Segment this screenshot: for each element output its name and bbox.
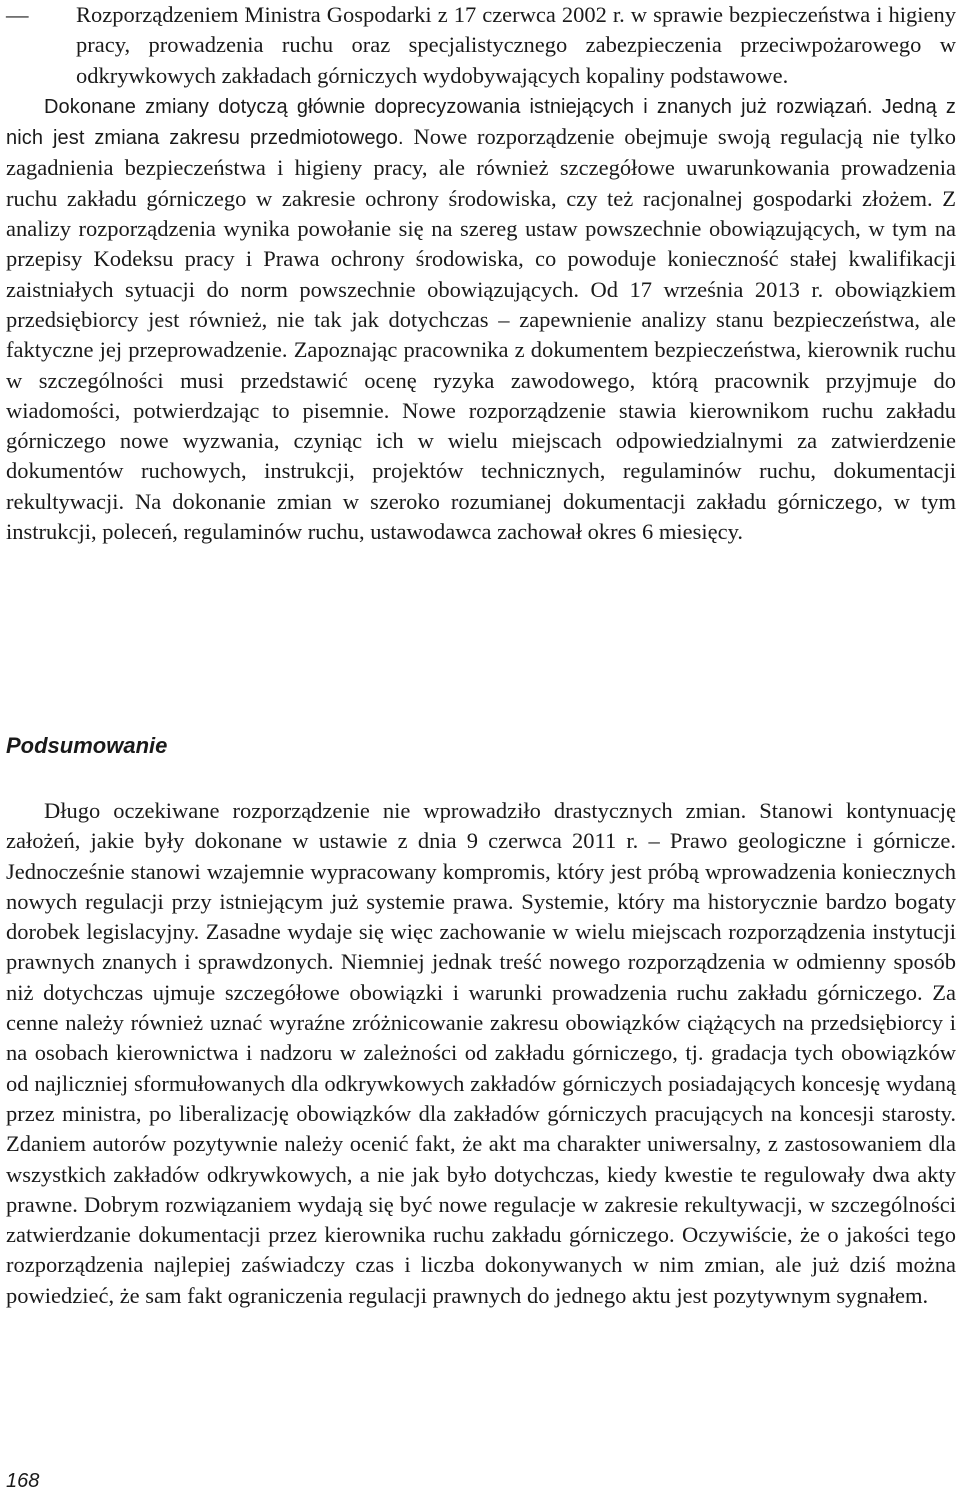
- body-paragraph-rest: Nowe rozporządzenie obejmuje swoją regulacją nie tylko zagadnienia bezpieczeństwa i higieny pracy, ale również szczegółowe uwarunkowania prowadzenia ruchu zakładu górniczego w zakresie ochrony środowiska, czy też racjonalnej gospodarki złożem. Z analizy rozporządzenia wynika powołanie się na szereg ustaw powszechnie obowiązujących, w tym na przepisy Kodeksu pracy i Prawa ochrony środowiska, co powoduje konieczność stałej kwalifikacji zaistniałych sytuacji do norm powszechnie obowiązujących. Od 17 września 2013 r. obowiązkiem przedsiębiorcy jest również, nie tak jak dotychczas – zapewnienie analizy stanu bezpieczeństwa, ale faktyczne jej przeprowadzenie. Zapoznając pracownika z dokumentem bezpieczeństwa, kierownik ruchu w szczególności musi przedstawić ocenę ryzyka zawodowego, którą pracownik przyjmuje do wiadomości, potwierdzając to pisemnie. Nowe rozporządzenie stawia kierownikom ruchu zakładu górniczego nowe wyzwania, czyniąc ich w wielu miejscach odpowiedzialnymi za zatwierdzenie dokumentów ruchowych, instrukcji, projektów technicznych, regulaminów ruchu, dokumentacji rekultywacji. Na dokonanie zmian w szeroko rozumianej dokumentacji zakładu górniczego, w tym instrukcji, poleceń, regulaminów ruchu, ustawodawca zachował okres 6 miesięcy.: [6, 124, 956, 545]
- body-paragraph: [6, 91, 956, 547]
- page-content: [6, 0, 956, 547]
- body-paragraph-lead: Dokonane zmiany dotyczą głównie doprecyzowania istniejących i znanych już rozwiązań. Jedną z nich jest zmiana zakresu przedmiotowego.: [6, 95, 956, 150]
- summary-section: [6, 796, 956, 1311]
- list-dash: —: [6, 2, 29, 27]
- list-item-text: Rozporządzeniem Ministra Gospodarki z 17 czerwca 2002 r. w sprawie bezpieczeństwa i higieny pracy, prowadzenia ruchu oraz specjalistycznego zabezpieczenia przeciwpożarowego w odkrywkowych zakładach górniczych wydobywających kopaliny podstawowe.: [76, 2, 956, 88]
- summary-paragraph: Długo oczekiwane rozporządzenie nie wprowadziło drastycznych zmian. Stanowi kontynuację założeń, jakie były dokonane w ustawie z dnia 9 czerwca 2011 r. – Prawo geologiczne i górnicze. Jednocześnie stanowi wzajemnie wypracowany kompromis, który jest próbą wprowadzenia koniecznych nowych regulacji przy istniejącym już systemie prawa. Systemie, który ma historycznie bardzo bogaty dorobek legislacyjny. Zasadne wydaje się więc zachowanie w wielu miejscach rozporządzenia instytucji prawnych znanych i sprawdzonych. Niemniej jednak treść nowego rozporządzenia w odmienny sposób niż dotychczas ujmuje szczegółowe obowiązki i warunki prowadzenia ruchu zakładu górniczego. Za cenne należy również uznać wyraźne zróżnicowanie zakresu obowiązków ciążących na przedsiębiorcy i na osobach kierownictwa i nadzoru w zależności od zakładu górniczego, tj. gradacja tych obowiązków od najliczniej sformułowanych dla odkrywkowych zakładów górniczych posiadających koncesję wydaną przez ministra, po liberalizację obowiązków dla zakładów górniczych pracujących na koncesji starosty. Zdaniem autorów pozytywnie należy ocenić fakt, że akt ma charakter uniwersalny, z zastosowaniem dla wszystkich zakładów odkrywkowych, a nie jak było dotychczas, kiedy kwestie te regulowały dwa akty prawne. Dobrym rozwiązaniem wydają się być nowe regulacje w zakresie rekultywacji, w szczególności zatwierdzanie dokumentacji przez kierownika ruchu zakładu górniczego. Oczywiście, że o jakości tego rozporządzenia najlepiej zaświadczy czas i liczba dokonywanych w nim zmian, ale już dziś można powiedzieć, że sam fakt ograniczenia regulacji prawnych do jednego aktu jest pozytywnym sygnałem.: [6, 798, 956, 1308]
- list-item: [6, 0, 956, 91]
- section-heading: Podsumowanie: [6, 733, 168, 758]
- page-number: 168: [6, 1470, 40, 1492]
